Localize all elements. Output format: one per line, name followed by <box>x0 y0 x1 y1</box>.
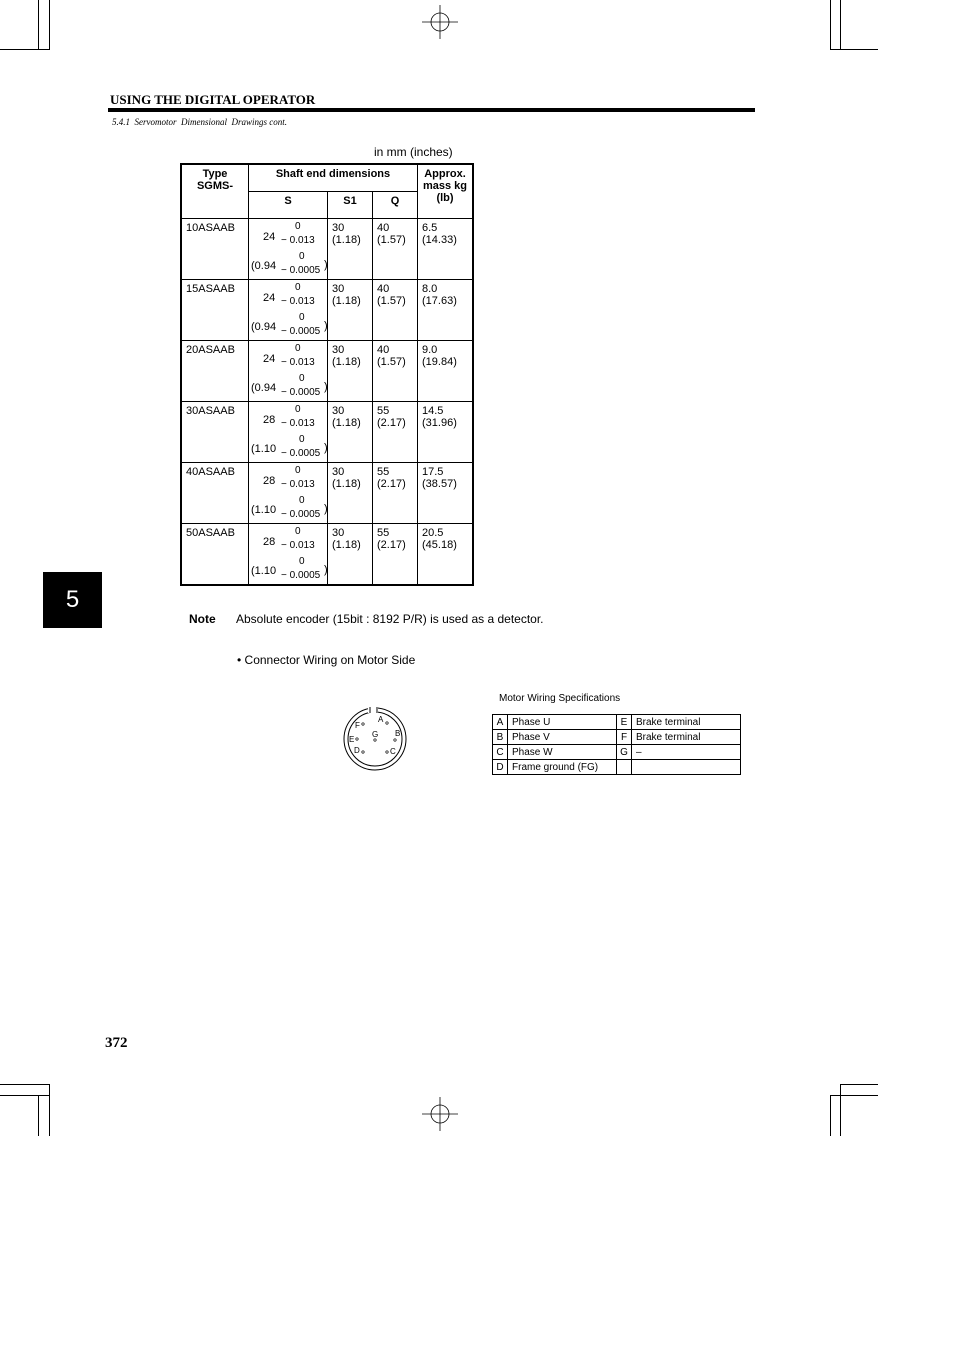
s-inch-lower-tol: − 0.0005 <box>281 387 321 398</box>
s-mm-lower-tol: − 0.013 <box>281 357 315 368</box>
cell-type: 20ASAAB <box>181 341 249 402</box>
s-inch-close-paren: ) <box>324 381 328 393</box>
pin-letter: A <box>493 715 508 730</box>
chapter-tab: 5 <box>43 572 102 628</box>
pin-letter <box>617 760 632 775</box>
s-inch-lower-tol: − 0.0005 <box>281 265 321 276</box>
header-shaft-end: Shaft end dimensions <box>249 164 418 192</box>
s-inch-lower-tol: − 0.0005 <box>281 326 321 337</box>
cell-s1: 30 (1.18) <box>328 524 373 586</box>
s-mm: 24 <box>263 353 276 365</box>
shaft-dimensions-table <box>180 163 474 586</box>
wiring-row <box>493 745 741 760</box>
s-inch: (1.10 <box>251 443 277 455</box>
s-mm-upper-tol: 0 <box>295 343 301 354</box>
s-mm-lower-tol: − 0.013 <box>281 235 315 246</box>
cell-mass: 14.5 (31.96) <box>418 402 474 463</box>
s-mm-lower-tol: − 0.013 <box>281 479 315 490</box>
pin-label-f: F <box>355 721 360 730</box>
wiring-row <box>493 715 741 730</box>
cell-s <box>249 402 328 463</box>
cell-s1: 30 (1.18) <box>328 463 373 524</box>
cell-type: 40ASAAB <box>181 463 249 524</box>
pin-function: Phase U <box>508 715 617 730</box>
cell-s <box>249 463 328 524</box>
pin-letter: C <box>493 745 508 760</box>
header-s: S <box>249 192 328 219</box>
s-mm-lower-tol: − 0.013 <box>281 418 315 429</box>
table-row <box>181 219 473 280</box>
cell-q: 55 (2.17) <box>373 402 418 463</box>
cell-s1: 30 (1.18) <box>328 341 373 402</box>
s-mm-upper-tol: 0 <box>295 221 301 232</box>
units-note: in mm (inches) <box>374 145 453 159</box>
cell-q: 40 (1.57) <box>373 280 418 341</box>
pin-label-c: C <box>390 747 396 756</box>
pin-function: Phase V <box>508 730 617 745</box>
s-mm-upper-tol: 0 <box>295 404 301 415</box>
pin-letter: B <box>493 730 508 745</box>
s-inch-lower-tol: − 0.0005 <box>281 570 321 581</box>
cell-s <box>249 219 328 280</box>
s-mm-lower-tol: − 0.013 <box>281 296 315 307</box>
s-mm-upper-tol: 0 <box>295 526 301 537</box>
s-mm-upper-tol: 0 <box>295 465 301 476</box>
table-row <box>181 402 473 463</box>
header-type: Type SGMS- <box>181 164 249 219</box>
s-inch-upper-tol: 0 <box>299 251 305 262</box>
table-row <box>181 524 473 586</box>
s-inch-upper-tol: 0 <box>299 434 305 445</box>
s-inch: (0.94 <box>251 382 277 394</box>
cell-mass: 20.5 (45.18) <box>418 524 474 586</box>
pin-function: Frame ground (FG) <box>508 760 617 775</box>
s-inch: (0.94 <box>251 260 277 272</box>
pin-label-g: G <box>372 730 379 739</box>
s-mm-lower-tol: − 0.013 <box>281 540 315 551</box>
s-inch-lower-tol: − 0.0005 <box>281 448 321 459</box>
cell-type: 10ASAAB <box>181 219 249 280</box>
pin-letter: D <box>493 760 508 775</box>
cell-q: 40 (1.57) <box>373 341 418 402</box>
connector-wiring-heading: • Connector Wiring on Motor Side <box>237 653 416 667</box>
s-mm: 28 <box>263 536 276 548</box>
wiring-row <box>493 730 741 745</box>
pin-function: Brake terminal <box>632 730 741 745</box>
cell-s1: 30 (1.18) <box>328 219 373 280</box>
cell-s <box>249 524 328 586</box>
pin-function: Brake terminal <box>632 715 741 730</box>
cell-q: 40 (1.57) <box>373 219 418 280</box>
s-mm-upper-tol: 0 <box>295 282 301 293</box>
cell-type: 50ASAAB <box>181 524 249 586</box>
cell-s <box>249 341 328 402</box>
s-inch-close-paren: ) <box>324 259 328 271</box>
cell-q: 55 (2.17) <box>373 524 418 586</box>
pin-label-d: D <box>354 746 360 755</box>
note-label: Note <box>189 612 216 626</box>
s-mm: 28 <box>263 414 276 426</box>
s-inch-close-paren: ) <box>324 503 328 515</box>
cell-type: 15ASAAB <box>181 280 249 341</box>
header-s1: S1 <box>328 192 373 219</box>
s-inch-upper-tol: 0 <box>299 373 305 384</box>
cell-mass: 9.0 (19.84) <box>418 341 474 402</box>
s-inch-lower-tol: − 0.0005 <box>281 509 321 520</box>
pin-function: Phase W <box>508 745 617 760</box>
note-text: Absolute encoder (15bit : 8192 P/R) is used as a detector. <box>236 612 544 626</box>
cell-q: 55 (2.17) <box>373 463 418 524</box>
wiring-row <box>493 760 741 775</box>
section-subtitle: 5.4.1 Servomotor Dimensional Drawings cont. <box>112 117 287 127</box>
s-mm: 28 <box>263 475 276 487</box>
cell-s <box>249 280 328 341</box>
cell-mass: 6.5 (14.33) <box>418 219 474 280</box>
s-mm: 24 <box>263 231 276 243</box>
pin-function <box>632 760 741 775</box>
section-header-title: USING THE DIGITAL OPERATOR <box>110 92 316 107</box>
pin-function: – <box>632 745 741 760</box>
registration-mark-top <box>422 5 458 39</box>
motor-wiring-table <box>492 714 741 775</box>
cell-type: 30ASAAB <box>181 402 249 463</box>
s-inch-close-paren: ) <box>324 442 328 454</box>
s-inch-upper-tol: 0 <box>299 312 305 323</box>
cell-mass: 8.0 (17.63) <box>418 280 474 341</box>
s-mm: 24 <box>263 292 276 304</box>
table-row <box>181 280 473 341</box>
pin-letter: F <box>617 730 632 745</box>
s-inch: (1.10 <box>251 565 277 577</box>
pin-label-a: A <box>378 715 384 724</box>
s-inch: (1.10 <box>251 504 277 516</box>
s-inch-upper-tol: 0 <box>299 556 305 567</box>
s-inch-close-paren: ) <box>324 564 328 576</box>
s-inch-close-paren: ) <box>324 320 328 332</box>
cell-mass: 17.5 (38.57) <box>418 463 474 524</box>
s-inch: (0.94 <box>251 321 277 333</box>
s-inch-upper-tol: 0 <box>299 495 305 506</box>
pin-letter: E <box>617 715 632 730</box>
header-q: Q <box>373 192 418 219</box>
pin-letter: G <box>617 745 632 760</box>
cell-s1: 30 (1.18) <box>328 402 373 463</box>
cell-s1: 30 (1.18) <box>328 280 373 341</box>
header-rule <box>108 108 755 112</box>
table-row <box>181 463 473 524</box>
registration-mark-bottom <box>422 1097 458 1131</box>
pin-label-e: E <box>349 735 355 744</box>
page-number: 372 <box>105 1035 128 1051</box>
header-mass: Approx. mass kg (lb) <box>418 164 474 219</box>
wiring-table-caption: Motor Wiring Specifications <box>499 693 621 704</box>
pin-label-b: B <box>395 729 401 738</box>
connector-diagram <box>338 703 412 775</box>
table-row <box>181 341 473 402</box>
